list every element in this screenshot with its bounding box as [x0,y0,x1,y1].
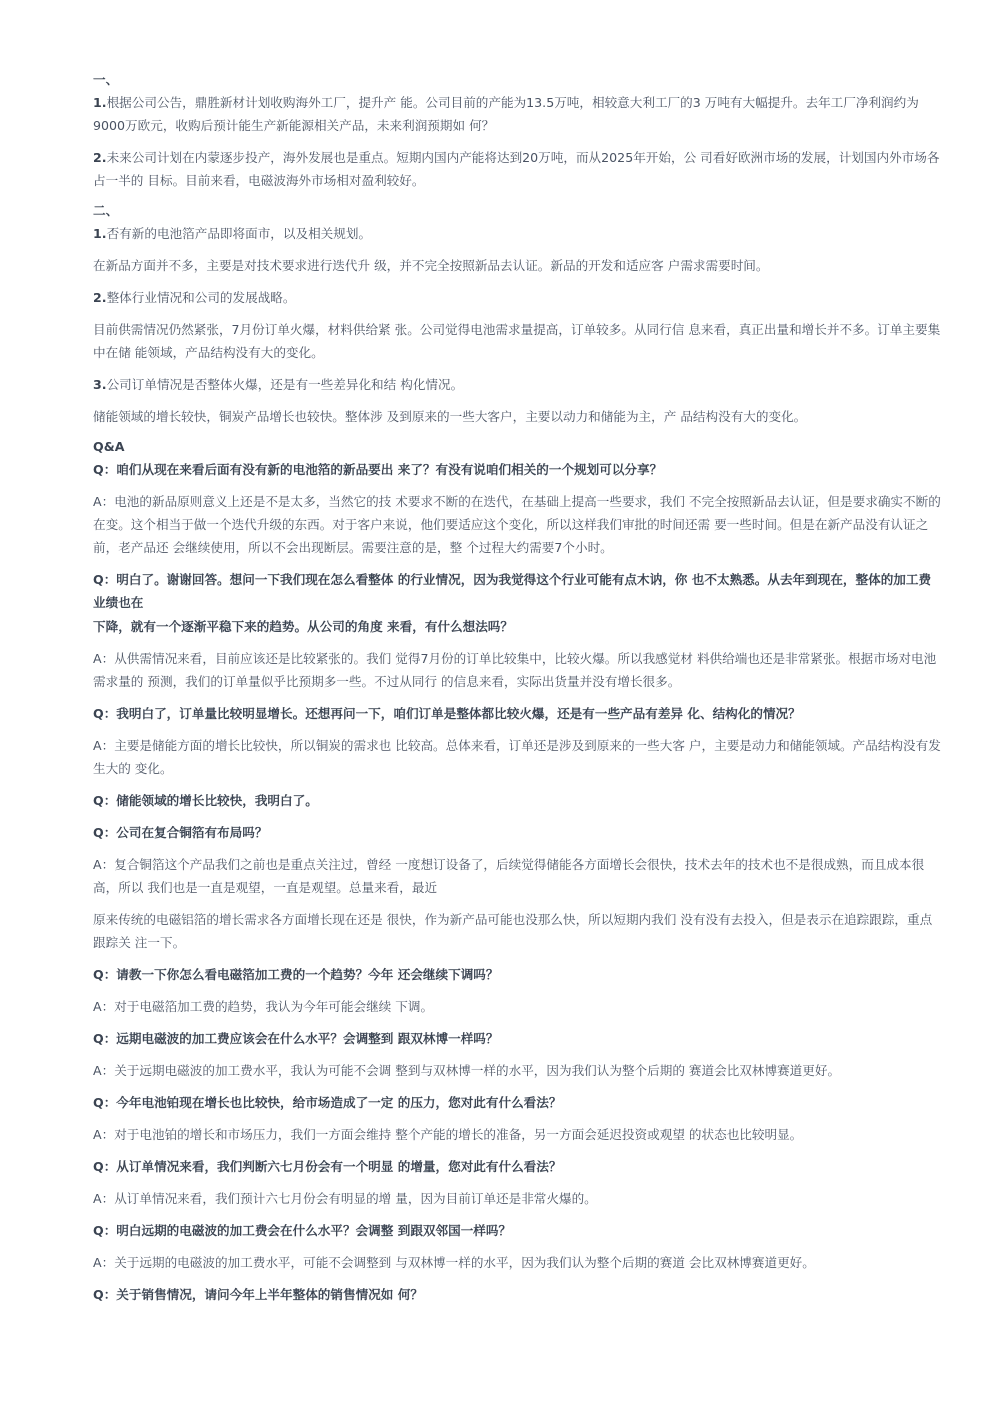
s1-paragraph-2 [93,146,943,192]
s2-answer-3: 储能领域的增长较快，铜炭产品增长也较快。整体涉 及到原来的一些大客户，主要以动力和储能为主，产 品结构没有大的变化。 [93,409,807,424]
qa-answer: A：电池的新品原则意义上还是不是太多，当然它的技 术要求不断的在迭代，在基础上提高一些要求，我们 不完全按照新品去认证，但是要求确实不断的在变。这个相当于做一个迭代升级的东西。对于客户来说，他们要适应这个变化，所以这样我们审批的时间还需 要一些时间。但是在新产品没有认证之前，老产品还 会继续使用，所以不会出现断层。需要注意的是，整 个过程大约需要7个小时。 [93,494,941,555]
qa-answer: 原来传统的电磁铝箔的增长需求各方面增长现在还是 很快，作为新产品可能也没那么快，所以短期内我们 没有没有去投入，但是表示在追踪跟踪，重点跟踪关 注一下。 [93,912,933,950]
qa-answer: A：关于远期的电磁波的加工费水平，可能不会调整到 与双林博一样的水平，因为我们认为整个后期的赛道 会比双林博赛道更好。 [93,1255,815,1270]
qa-answer: A：从供需情况来看，目前应该还是比较紧张的。我们 觉得7月份的订单比较集中，比较火爆。所以我感觉材 料供给端也还是非常紧张。根据市场对电池需求量的 预测，我们的订单量似乎比预期多一些。不过从同行 的信息来看，实际出货量并没有增长很多。 [93,651,937,689]
qa-question: Q：明白了。谢谢回答。想问一下我们现在怎么看整体 的行业情况，因为我觉得这个行业可能有点木讷，你 也不太熟悉。从去年到现在，整体的加工费业绩也在 [93,572,932,610]
qa-answer: A：关于远期电磁波的加工费水平，我认为可能不会调 整到与双林博一样的水平，因为我们认为整个后期的 赛道会比双林博赛道更好。 [93,1063,841,1078]
qa-question: 下降，就有一个逐渐平稳下来的趋势。从公司的角度 来看，有什么想法吗？ [93,619,513,634]
s2-answer-1: 在新品方面并不多，主要是对技术要求进行迭代升 级，并不完全按照新品去认证。新品的开发和适应客 户需求需要时间。 [93,258,769,273]
qa-question: Q：远期电磁波的加工费应该会在什么水平？会调整到 跟双林博一样吗？ [93,1031,499,1046]
qa-question: Q：今年电池铂现在增长也比较快，给市场造成了一定 的压力，您对此有什么看法？ [93,1095,562,1110]
s2-question-2 [93,286,943,309]
qa-answer: A：对于电池铂的增长和市场压力，我们一方面会维持 整个产能的增长的准备，另一方面会延迟投资或观望 的状态也比较明显。 [93,1127,803,1142]
s2-question-1 [93,222,943,245]
item-number: 3. [93,377,107,392]
s1-paragraph-text: 未来公司计划在内蒙逐步投产，海外发展也是重点。短期内国内产能将达到20万吨，而从2025年开始，公 司看好欧洲市场的发展，计划国内外市场各占一半的 目标。目前来看，电磁波海外市场相对盈利较好。 [93,150,940,188]
s2-answer-2: 目前供需情况仍然紧张，7月份订单火爆，材料供给紧 张。公司觉得电池需求量提高，订单较多。从同行信 息来看，真正出量和增长并不多。订单主要集中在储 能领域，产品结构没有大的变化。 [93,322,941,360]
qa-list [93,458,943,1306]
qa-question: Q：请教一下你怎么看电磁箔加工费的一个趋势？今年 还会继续下调吗？ [93,967,499,982]
qa-answer: A：复合铜箔这个产品我们之前也是重点关注过，曾经 一度想订设备了，后续觉得储能各方面增长会很快，技术去年的技术也不是很成熟，而且成本很高，所以 我们也是一直是观望，一直是观望。总量来看，最近 [93,857,925,895]
item-number: 1. [93,226,107,241]
qa-question: Q：从订单情况来看，我们判断六七月份会有一个明显 的增量，您对此有什么看法？ [93,1159,562,1174]
qa-question: Q：我明白了，订单量比较明显增长。还想再问一下，咱们订单是整体都比较火爆，还是有一些产品有差异 化、结构化的情况？ [93,706,801,721]
s2-question-text: 否有新的电池箔产品即将面市，以及相关规划。 [106,226,372,241]
section-heading-1: 一、 [93,72,119,87]
s1-paragraph-1 [93,91,943,137]
qa-question: Q：公司在复合铜箔有布局吗？ [93,825,268,840]
qa-answer: A：主要是储能方面的增长比较快，所以铜炭的需求也 比较高。总体来看，订单还是涉及到原来的一些大客 户，主要是动力和储能领域。产品结构没有发生大的 变化。 [93,738,941,776]
item-number: 1. [93,95,107,110]
qa-question: Q：咱们从现在来看后面有没有新的电池箔的新品要出 来了？有没有说咱们相关的一个规划可以分享？ [93,462,663,477]
qa-question: Q：关于销售情况，请问今年上半年整体的销售情况如 何？ [93,1287,423,1302]
s2-question-3 [93,373,943,396]
item-number: 2. [93,290,107,305]
qa-question: Q：储能领域的增长比较快，我明白了。 [93,793,318,808]
item-number: 2. [93,150,107,165]
s2-question-text: 公司订单情况是否整体火爆，还是有一些差异化和结 构化情况。 [106,377,464,392]
qa-answer: A：对于电磁箔加工费的趋势，我认为今年可能会继续 下调。 [93,999,434,1014]
s2-question-text: 整体行业情况和公司的发展战略。 [106,290,296,305]
document-page [93,70,943,1315]
qa-answer: A：从订单情况来看，我们预计六七月份会有明显的增 量，因为目前订单还是非常火爆的。 [93,1191,597,1206]
section-heading-2: 二、 [93,203,119,218]
qa-heading: Q&A [93,439,125,454]
qa-question: Q：明白远期的电磁波的加工费会在什么水平？会调整 到跟双邻国一样吗？ [93,1223,512,1238]
s1-paragraph-text: 根据公司公告，鼎胜新材计划收购海外工厂，提升产 能。公司目前的产能为13.5万吨，相较意大利工厂的3 万吨有大幅提升。去年工厂净利润约为9000万欧元，收购后预计能生产新能源相关产品，未来利润预期如 何？ [93,95,919,133]
